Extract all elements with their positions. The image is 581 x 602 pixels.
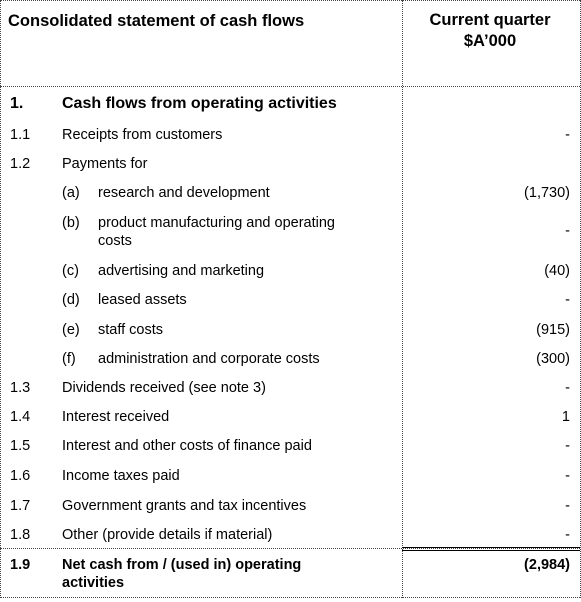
column-header-line2: $A’000: [463, 32, 517, 50]
row-subitem-mark: (e): [62, 322, 80, 338]
column-header-line1: Current quarter: [429, 11, 551, 29]
row-value: -: [565, 223, 570, 239]
row-label: leased assets: [98, 292, 187, 308]
row-value: -: [565, 380, 570, 396]
row-label-line2: activities: [62, 575, 125, 591]
row-number: 1.2: [10, 156, 31, 172]
row-label: administration and corporate costs: [98, 351, 320, 367]
row-label: Payments for: [62, 156, 148, 172]
row-value: -: [565, 527, 570, 543]
row-label: Interest and other costs of finance paid: [62, 438, 312, 454]
row-subitem-mark: (f): [62, 351, 76, 367]
row-number: 1.1: [10, 127, 31, 143]
row-label-line1: Net cash from / (used in) operating: [62, 557, 302, 573]
row-subitem-mark: (c): [62, 263, 79, 279]
row-number: 1.4: [10, 409, 31, 425]
section-number: 1.: [10, 95, 24, 112]
row-value: (300): [536, 351, 570, 367]
row-label: Other (provide details if material): [62, 527, 273, 543]
table-border-top: [0, 0, 580, 1]
row-number: 1.3: [10, 380, 31, 396]
row-value: -: [565, 292, 570, 308]
row-label-line1: product manufacturing and operating: [98, 215, 335, 231]
row-value: -: [565, 498, 570, 514]
table-border-bottom: [0, 597, 580, 598]
row-label: Income taxes paid: [62, 468, 180, 484]
row-value: (40): [544, 263, 570, 279]
row-label-line2: costs: [98, 233, 132, 249]
header-divider: [0, 86, 580, 87]
statement-title: Consolidated statement of cash flows: [8, 12, 305, 30]
row-label: Government grants and tax incentives: [62, 498, 307, 514]
row-number: 1.8: [10, 527, 31, 543]
section-title: Cash flows from operating activities: [62, 95, 337, 112]
row-label: Receipts from customers: [62, 127, 223, 143]
table-border-left: [0, 0, 1, 598]
row-number: 1.6: [10, 468, 31, 484]
row-label: [98, 214, 388, 250]
row-label: [62, 556, 392, 592]
row-value: 1: [561, 409, 570, 425]
row-subitem-mark: (a): [62, 185, 80, 201]
row-subitem-mark: (d): [62, 292, 80, 308]
row-value: (2,984): [524, 557, 570, 573]
row-number: 1.7: [10, 498, 31, 514]
row-label: advertising and marketing: [98, 263, 265, 279]
row-label: research and development: [98, 185, 270, 201]
row-value: (915): [536, 322, 570, 338]
row-label: Dividends received (see note 3): [62, 380, 266, 396]
row-number: 1.9: [10, 557, 31, 573]
row-value: (1,730): [524, 185, 570, 201]
column-header: [404, 10, 576, 52]
row-value: -: [565, 127, 570, 143]
row-value: -: [565, 468, 570, 484]
row-label: Interest received: [62, 409, 170, 425]
row-value: -: [565, 438, 570, 454]
row-subitem-mark: (b): [62, 215, 80, 231]
total-double-rule: [402, 547, 580, 551]
table-column-divider: [402, 0, 403, 598]
row-label: staff costs: [98, 322, 164, 338]
row-number: 1.5: [10, 438, 31, 454]
